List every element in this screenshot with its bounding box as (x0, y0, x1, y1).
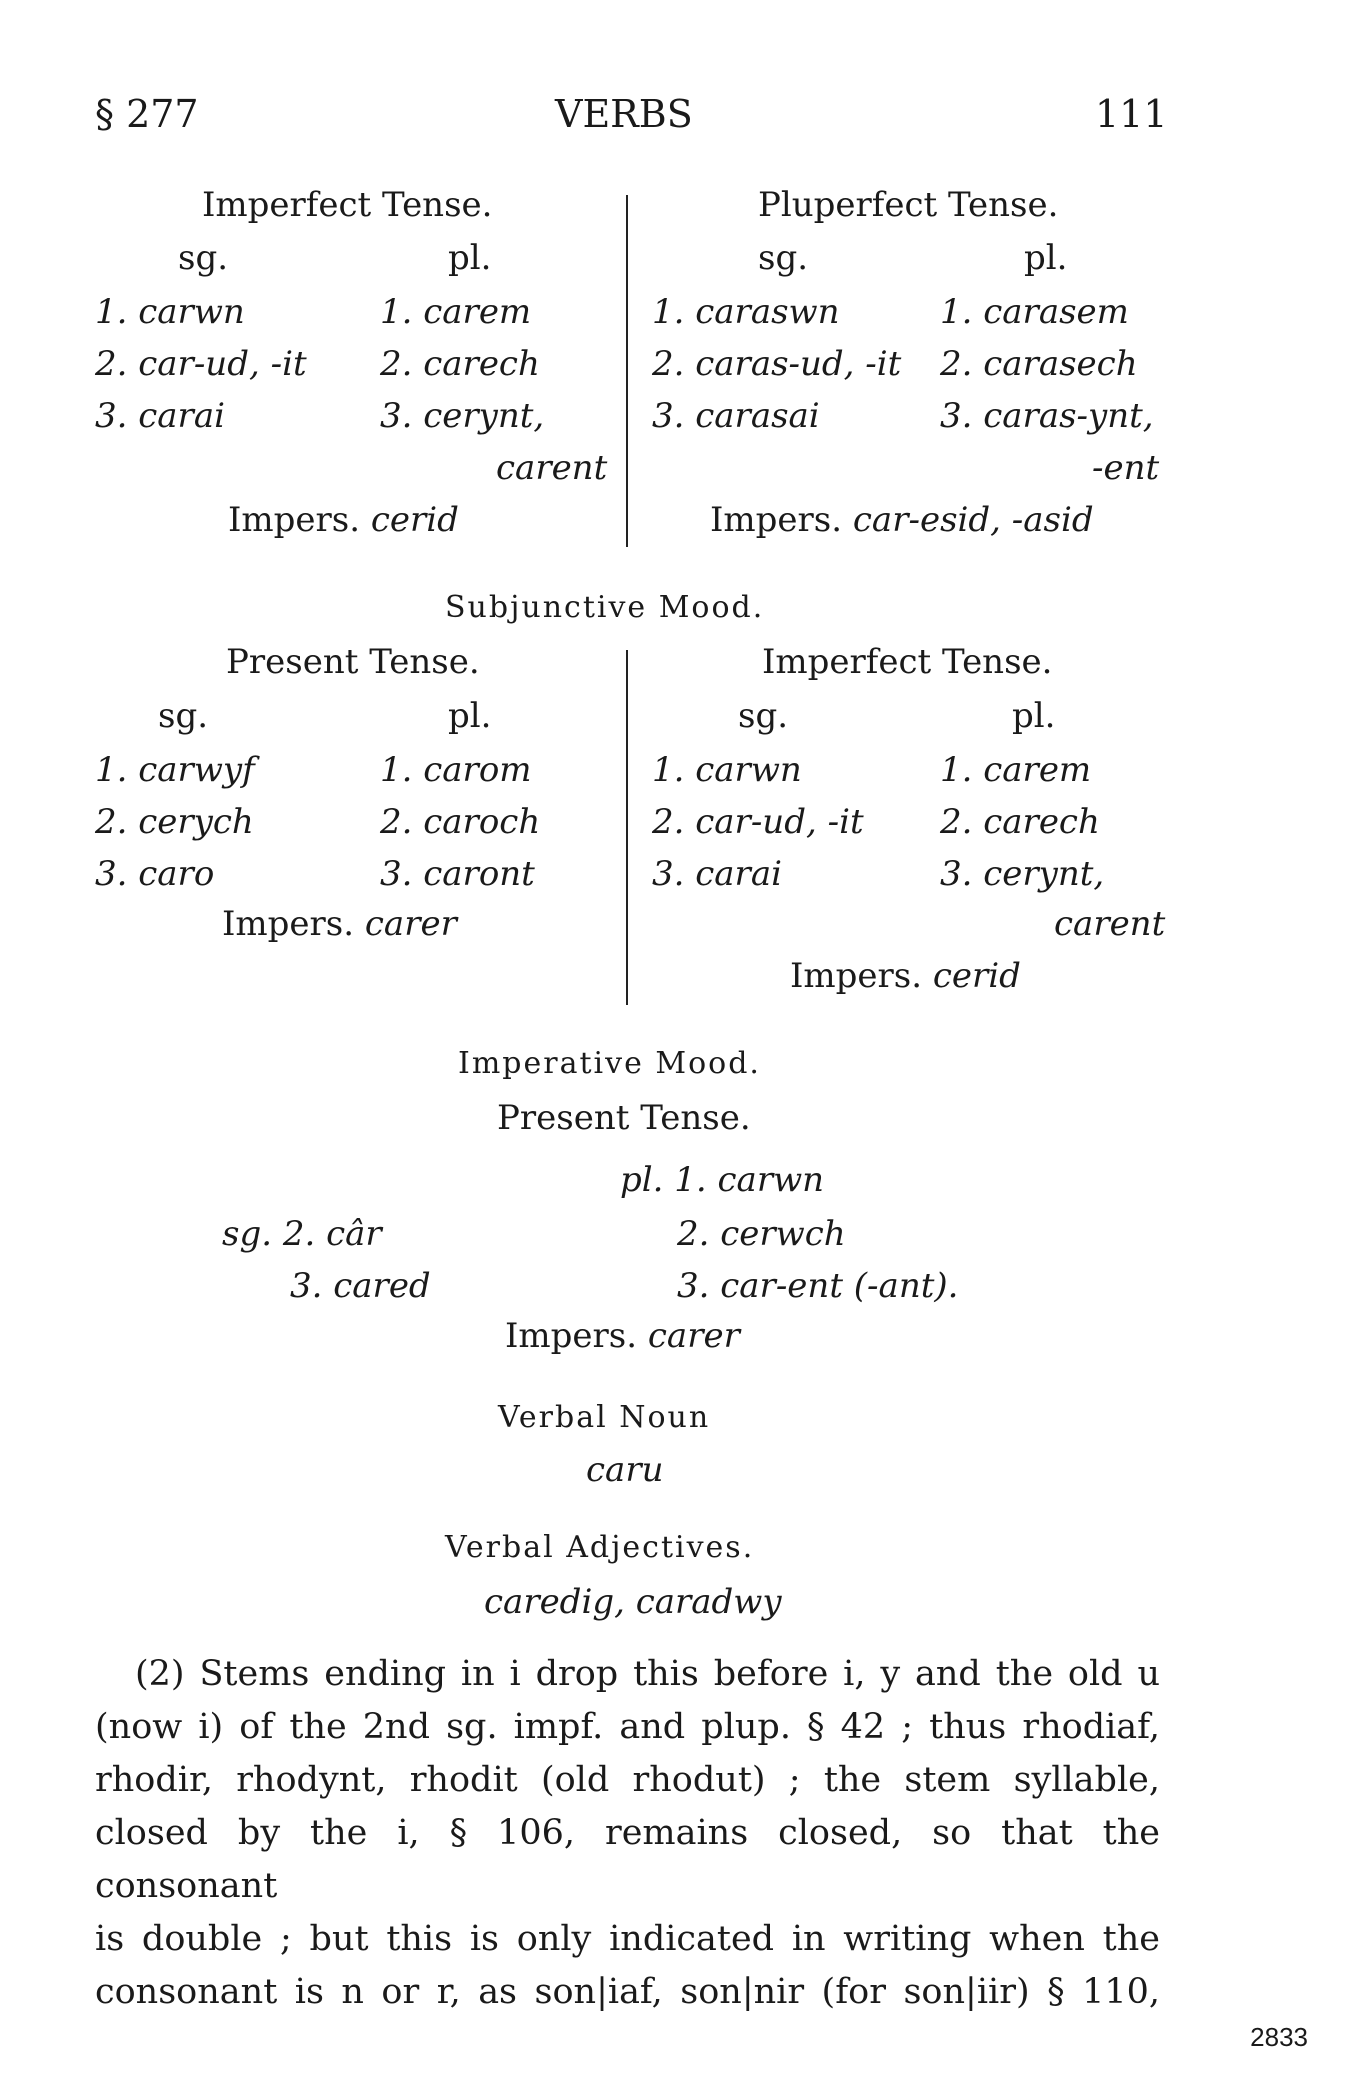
column-divider (626, 195, 628, 547)
pl-label: pl. (448, 238, 492, 278)
form-pl2: 2. caroch (380, 802, 541, 842)
form-sg2: 2. caras-ud, -it (652, 344, 902, 384)
verbal-noun: caru (586, 1450, 664, 1490)
subjunctive-heading: Subjunctive Mood. (445, 590, 765, 625)
form-sg1: 1. carwn (652, 750, 802, 790)
form-pl3-alt: carent (496, 448, 608, 488)
form-sg3: 3. carai (95, 396, 225, 436)
block-title: Imperfect Tense. (762, 642, 1053, 682)
form-pl3: 3. caras-ynt, (940, 396, 1154, 436)
column-divider (626, 650, 628, 1005)
form-pl2: 2. carasech (940, 344, 1138, 384)
block-title: Present Tense. (497, 1098, 751, 1138)
page-number: 111 (1095, 92, 1168, 136)
form-pl2: 2. carech (940, 802, 1100, 842)
form-sg2: sg. 2. câr (222, 1214, 382, 1254)
verbal-adjectives: caredig, caradwy (484, 1582, 782, 1622)
form-pl1: 1. carem (380, 292, 532, 332)
form-pl1: 1. carom (380, 750, 532, 790)
form-sg3: 3. carai (652, 854, 782, 894)
sg-label: sg. (738, 696, 789, 736)
form-sg1: 1. caraswn (652, 292, 840, 332)
form-pl2: 2. cerwch (677, 1214, 846, 1254)
sg-label: sg. (158, 696, 209, 736)
impers-line: Impers. cerid (790, 956, 1021, 996)
impers-line: Impers. cerid (228, 500, 459, 540)
form-sg2: 2. cerych (95, 802, 254, 842)
form-pl3-alt: -ent (1092, 448, 1160, 488)
sg-label: sg. (758, 238, 809, 278)
block-title: Pluperfect Tense. (758, 185, 1059, 225)
form-sg3: 3. caro (95, 854, 215, 894)
body-paragraph (95, 1648, 1160, 2019)
imperative-heading: Imperative Mood. (458, 1046, 761, 1081)
form-sg1: 1. carwyf (95, 750, 255, 790)
pl-label: pl. (1012, 696, 1056, 736)
form-pl3: 3. caront (380, 854, 535, 894)
paragraph-line: is double ; but this is only indicated in writing when the (95, 1919, 1160, 1959)
verbal-noun-heading: Verbal Noun (498, 1400, 711, 1435)
paragraph-line: closed by the i, § 106, remains closed, so that the consonant (95, 1813, 1160, 1906)
paragraph-line: rhodir, rhodynt, rhodit (old rhodut) ; the stem syllable, (95, 1760, 1160, 1800)
form-pl3: 3. cerynt, (380, 396, 545, 436)
form-sg3: 3. cared (290, 1266, 431, 1306)
impers-line: Impers. carer (222, 904, 457, 944)
form-pl3: 3. cerynt, (940, 854, 1105, 894)
running-title: VERBS (555, 92, 693, 136)
form-sg2: 2. car-ud, -it (95, 344, 307, 384)
paragraph-line: consonant is n or r, as son|iaf, son|nir (for son|iir) § 110, (95, 1972, 1160, 2012)
block-title: Imperfect Tense. (202, 185, 493, 225)
block-title: Present Tense. (226, 642, 480, 682)
form-sg1: 1. carwn (95, 292, 245, 332)
sg-label: sg. (178, 238, 229, 278)
section-number: § 277 (95, 92, 199, 136)
impers-line: Impers. carer (505, 1316, 740, 1356)
form-pl3: 3. car-ent (-ant). (677, 1266, 959, 1306)
verbal-adjectives-heading: Verbal Adjectives. (445, 1530, 755, 1565)
pl-label: pl. (448, 696, 492, 736)
scan-number: 2833 (1250, 2022, 1308, 2052)
form-pl1: 1. carem (940, 750, 1092, 790)
pl-label: pl. (1024, 238, 1068, 278)
form-pl2: 2. carech (380, 344, 540, 384)
form-pl3-alt: carent (1054, 904, 1166, 944)
form-pl1: 1. carasem (940, 292, 1129, 332)
form-sg2: 2. car-ud, -it (652, 802, 864, 842)
impers-line: Impers. car-esid, -asid (710, 500, 1094, 540)
form-pl1: pl. 1. carwn (620, 1160, 825, 1200)
form-sg3: 3. carasai (652, 396, 820, 436)
paragraph-line: (2) Stems ending in i drop this before i, y and the old u (135, 1654, 1160, 1694)
paragraph-line: (now i) of the 2nd sg. impf. and plup. § 42 ; thus rhodiaf, (95, 1707, 1160, 1747)
